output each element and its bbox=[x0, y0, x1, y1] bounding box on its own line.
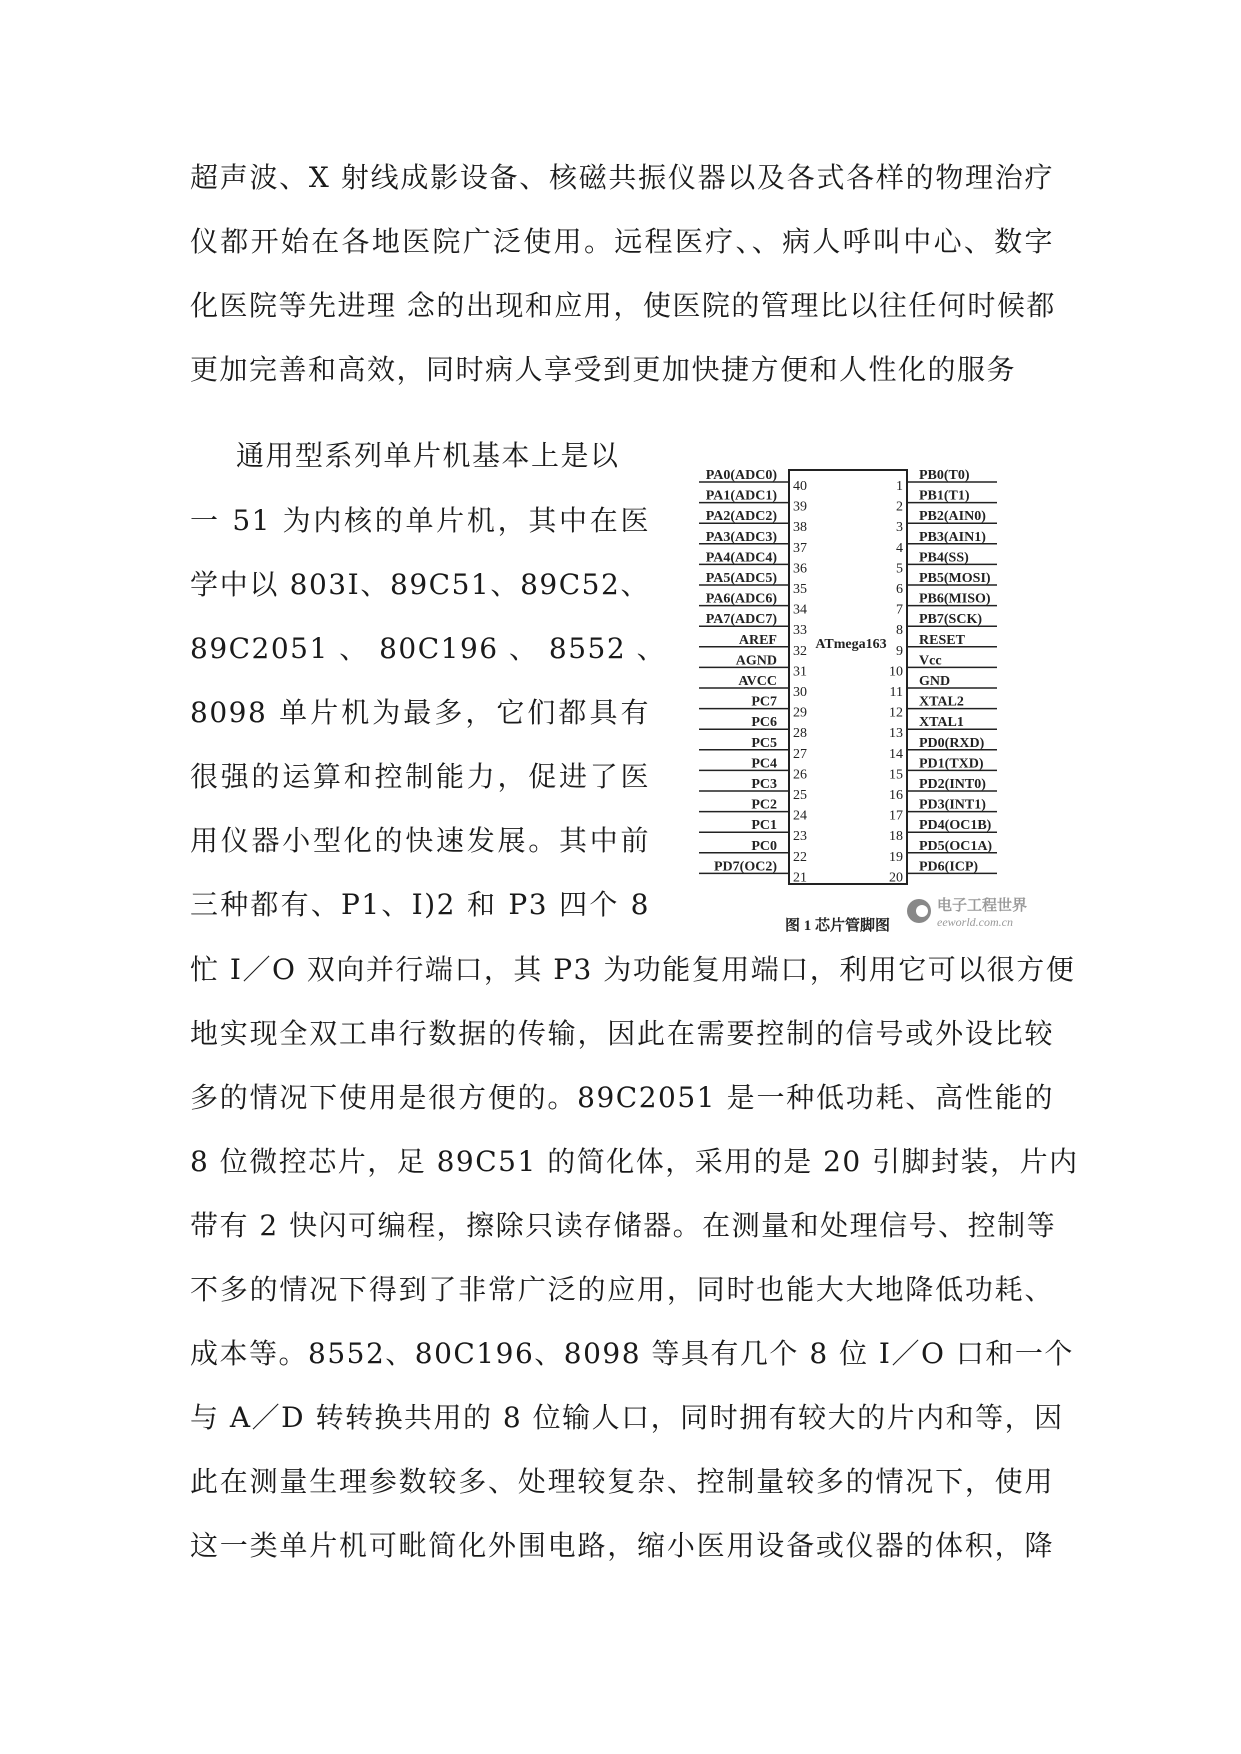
pin-label: GND bbox=[919, 674, 951, 689]
pin-number: 25 bbox=[793, 788, 807, 803]
pin-number: 19 bbox=[889, 849, 903, 865]
pin-label: RESET bbox=[919, 632, 965, 648]
pin-number: 16 bbox=[889, 788, 903, 803]
text-line: 这一类单片机可毗简化外围电路，缩小医用设备或仪器的体积，降 bbox=[190, 1529, 1054, 1562]
pin-label: PB1(T1) bbox=[919, 488, 970, 504]
text-line: 用仪器小型化的快速发展。其中前 bbox=[190, 824, 650, 857]
pin-number: 26 bbox=[793, 767, 807, 783]
text-line: 与 A／D 转转换共用的 8 位输人口，同时拥有较大的片内和等，因 bbox=[190, 1401, 1064, 1434]
text-line: 多的情况下使用是很方便的。89C2051 是一种低功耗、高性能的 bbox=[190, 1081, 1054, 1114]
pin-number: 24 bbox=[793, 808, 807, 824]
pin-number: 40 bbox=[793, 479, 807, 494]
pin-number: 18 bbox=[889, 829, 903, 845]
pin-number: 6 bbox=[896, 582, 903, 597]
pin-label: PD5(OC1A) bbox=[919, 838, 993, 854]
pin-label: PC4 bbox=[751, 756, 777, 772]
pin-label: PA5(ADC5) bbox=[705, 571, 777, 586]
pin-number: 28 bbox=[793, 726, 807, 742]
text-line: 三种都有、P1、I)2 和 P3 四个 8 bbox=[190, 888, 650, 921]
pin-label: PA3(ADC3) bbox=[705, 529, 777, 545]
pin-label: PD3(INT1) bbox=[919, 797, 986, 813]
pin-label: PA6(ADC6) bbox=[705, 591, 777, 607]
pin-number: 37 bbox=[793, 540, 807, 556]
pin-label: AREF bbox=[738, 632, 777, 648]
pin-label: PD6(ICP) bbox=[919, 859, 979, 875]
watermark-url: eeworld.com.cn bbox=[937, 915, 1013, 929]
pin-number: 30 bbox=[793, 685, 807, 700]
pin-number: 12 bbox=[889, 705, 903, 721]
pin-label: PC7 bbox=[751, 694, 777, 710]
pin-label: PB6(MISO) bbox=[919, 591, 991, 607]
pin-right bbox=[896, 633, 997, 659]
pin-label: PD0(RXD) bbox=[919, 735, 985, 751]
pin-label: PA2(ADC2) bbox=[705, 509, 777, 525]
pin-label: PB3(AIN1) bbox=[919, 529, 986, 545]
pin-number: 7 bbox=[896, 602, 903, 618]
pin-label: XTAL1 bbox=[919, 715, 964, 731]
pin-label: PB7(SCK) bbox=[919, 612, 982, 628]
pin-label: PA7(ADC7) bbox=[705, 612, 777, 628]
pin-label: PC3 bbox=[751, 777, 777, 792]
pin-number: 2 bbox=[896, 499, 903, 515]
pin-number: 21 bbox=[793, 870, 807, 886]
text-line: 地实现全双工串行数据的传输，因此在需要控制的信号或外设比较 bbox=[190, 1017, 1054, 1050]
chip-pinout-figure bbox=[697, 458, 1065, 938]
pin-label: PC0 bbox=[751, 838, 777, 854]
pin-number: 20 bbox=[889, 870, 903, 886]
text-line: 忙 I／O 双向并行端口，其 P3 为功能复用端口，利用它可以很方便 bbox=[190, 953, 1076, 986]
watermark-title: 电子工程世界 bbox=[937, 898, 1028, 914]
pin-label: PD1(TXD) bbox=[919, 756, 984, 772]
pin-number: 3 bbox=[896, 520, 903, 536]
pin-number: 34 bbox=[793, 602, 807, 618]
text-line: 学中以 803I、89C51、89C52、 bbox=[190, 568, 650, 601]
pin-label: PA4(ADC4) bbox=[705, 550, 777, 566]
text-line: 此在测量生理参数较多、处理较复杂、控制量较多的情况下，使用 bbox=[190, 1465, 1054, 1498]
pin-number: 5 bbox=[896, 561, 903, 577]
text-line: 更加完善和高效，同时病人享受到更加快捷方便和人性化的服务 bbox=[190, 353, 1017, 386]
figure-caption: 图 1 芯片管脚图 bbox=[785, 918, 891, 934]
pin-label: AVCC bbox=[738, 674, 777, 689]
text-line: 成本等。8552、80C196、8098 等具有几个 8 位 I／O 口和一个 bbox=[190, 1337, 1074, 1370]
pin-number: 36 bbox=[793, 561, 807, 577]
pin-number: 23 bbox=[793, 829, 807, 845]
pin-number: 10 bbox=[889, 664, 903, 680]
text-line: 一 51 为内核的单片机，其中在医 bbox=[190, 504, 650, 537]
pin-label: PD2(INT0) bbox=[919, 777, 986, 792]
pin-number: 38 bbox=[793, 520, 807, 536]
pin-number: 22 bbox=[793, 849, 807, 865]
pin-number: 29 bbox=[793, 705, 807, 721]
pin-number: 1 bbox=[896, 479, 903, 494]
pin-label: AGND bbox=[735, 653, 777, 669]
pin-label: Vcc bbox=[919, 653, 942, 669]
text-line: 不多的情况下得到了非常广泛的应用，同时也能大大地降低功耗、 bbox=[190, 1273, 1054, 1306]
pin-number: 4 bbox=[896, 540, 903, 556]
pin-label: PB4(SS) bbox=[919, 550, 969, 566]
pin-label: PC2 bbox=[751, 797, 777, 813]
pin-number: 17 bbox=[889, 808, 903, 824]
text-line: 超声波、X 射线成影设备、核磁共振仪器以及各式各样的物理治疗 bbox=[190, 161, 1054, 194]
text-line: 通用型系列单片机基本上是以 bbox=[236, 439, 620, 472]
text-line: 很强的运算和控制能力，促进了医 bbox=[190, 760, 650, 793]
pin-label: PA1(ADC1) bbox=[705, 488, 777, 504]
text-line: 仪都开始在各地医院广泛使用。远程医疗、、病人呼叫中心、数字 bbox=[190, 225, 1054, 258]
pin-label: PD7(OC2) bbox=[714, 859, 777, 875]
pin-number: 11 bbox=[889, 685, 903, 700]
pin-label: PB0(T0) bbox=[919, 468, 970, 483]
eeworld-watermark bbox=[907, 896, 1027, 929]
pin-number: 31 bbox=[793, 664, 807, 680]
pin-label: PA0(ADC0) bbox=[705, 468, 777, 483]
pin-number: 9 bbox=[896, 643, 903, 659]
text-line: 8098 单片机为最多，它们都具有 bbox=[190, 696, 650, 729]
text-line: 8 位微控芯片，足 89C51 的简化体，采用的是 20 引脚封装，片内 bbox=[190, 1145, 1079, 1178]
text-line: 带有 2 快闪可编程，擦除只读存储器。在测量和处理信号、控制等 bbox=[190, 1209, 1057, 1242]
text-line: 89C2051 、 80C196 、 8552 、 bbox=[190, 632, 667, 665]
pin-label: XTAL2 bbox=[919, 694, 964, 710]
pin-label: PB5(MOSI) bbox=[919, 571, 991, 586]
pin-label: PC6 bbox=[751, 715, 777, 731]
pin-number: 13 bbox=[889, 726, 903, 742]
pin-number: 15 bbox=[889, 767, 903, 783]
chip-name: ATmega163 bbox=[815, 637, 887, 652]
pin-label: PB2(AIN0) bbox=[919, 509, 986, 525]
pin-label: PC5 bbox=[751, 735, 777, 751]
pin-number: 39 bbox=[793, 499, 807, 515]
pin-number: 8 bbox=[896, 623, 903, 639]
pin-label: PD4(OC1B) bbox=[919, 818, 992, 834]
pin-number: 32 bbox=[793, 643, 807, 659]
pin-number: 33 bbox=[793, 623, 807, 639]
pin-label: PC1 bbox=[751, 818, 777, 834]
pin-number: 35 bbox=[793, 582, 807, 597]
text-line: 化医院等先进理 念的出现和应用，使医院的管理比以往任何时候都 bbox=[190, 289, 1056, 322]
pin-number: 27 bbox=[793, 746, 807, 762]
pin-number: 14 bbox=[889, 746, 903, 762]
